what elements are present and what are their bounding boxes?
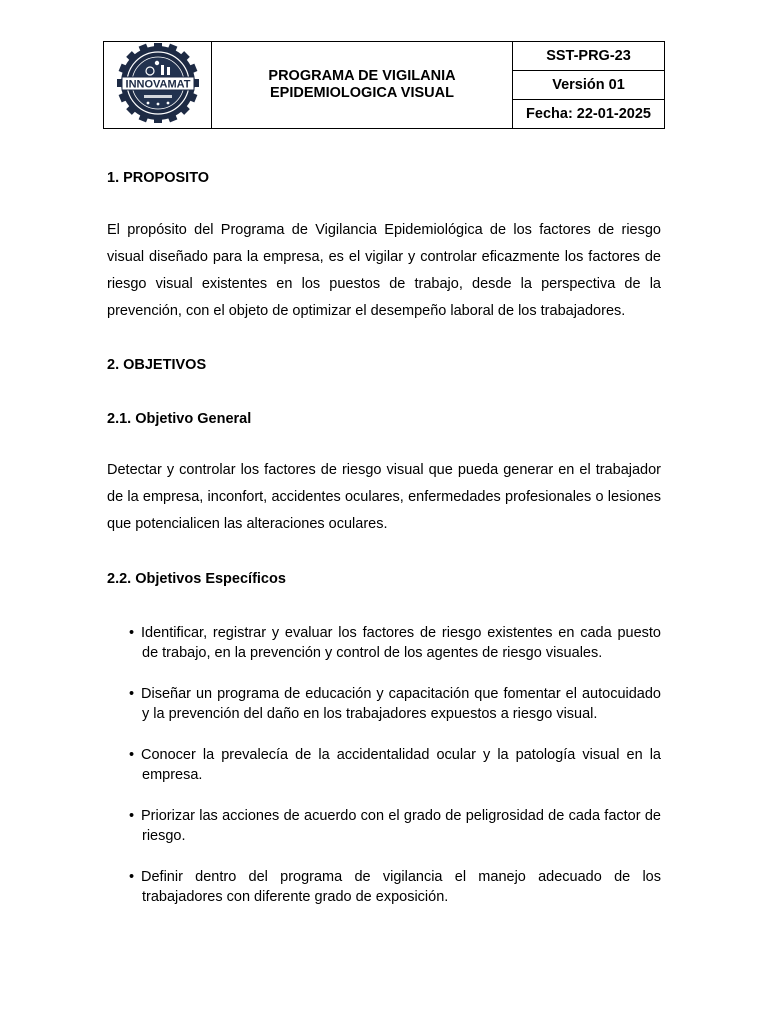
document-date: Fecha: 22-01-2025: [513, 100, 665, 129]
document-version: Versión 01: [513, 71, 665, 100]
bullet-icon: •: [129, 625, 135, 641]
objetivos-especificos-list: [117, 623, 661, 928]
list-item: • Conocer la prevalecía de la accidentalidad ocular y la patología visual en la empresa.: [129, 747, 661, 783]
bullet-icon: •: [129, 808, 135, 824]
innovamat-logo: [115, 43, 201, 123]
list-item: • Diseñar un programa de educación y capacitación que fomentar el autocuidado y la prevención del daño en los trabajadores expuestos a riesgo visual.: [129, 686, 661, 722]
list-item: • Priorizar las acciones de acuerdo con el grado de peligrosidad de cada factor de riesgo.: [129, 808, 661, 844]
section-heading-objetivos: 2. OBJETIVOS: [107, 357, 207, 373]
list-item: • Identificar, registrar y evaluar los factores de riesgo existentes en cada puesto de trabajo, en la prevención y control de los agentes de riesgo visuales.: [129, 625, 661, 661]
section-heading-proposito: 1. PROPOSITO: [107, 170, 210, 186]
document-title-cell: [212, 42, 513, 129]
section-body-objetivo-general: Detectar y controlar los factores de riesgo visual que pueda generar en el trabajador de la empresa, inconfort, accidentes oculares, enfermedades profesionales o lesiones que potencialicen las alteraciones oculares.: [107, 462, 661, 532]
document-code: SST-PRG-23: [513, 42, 665, 71]
document-header-table: [103, 41, 665, 129]
bullet-icon: •: [129, 747, 135, 763]
document-title-line2: EPIDEMIOLOGICA VISUAL: [270, 85, 454, 101]
section-heading-objetivo-general: 2.1. Objetivo General: [107, 411, 252, 427]
bullet-icon: •: [129, 686, 135, 702]
section-body-proposito: El propósito del Programa de Vigilancia Epidemiológica de los factores de riesgo visual diseñado para la empresa, es el vigilar y controlar eficazmente los factores de riesgo visual existentes en los puestos de trabajo, desde la perspectiva de la prevención, con el objeto de optimizar el desempeño laboral de los trabajadores.: [107, 222, 661, 319]
document-title-line1: PROGRAMA DE VIGILANIA: [268, 68, 456, 84]
logo-wordmark: INNOVAMAT: [125, 78, 190, 90]
logo-cell: [104, 42, 212, 129]
section-heading-objetivos-especificos: 2.2. Objetivos Específicos: [107, 571, 286, 587]
list-item: • Definir dentro del programa de vigilancia el manejo adecuado de los trabajadores con diferente grado de exposición.: [129, 869, 661, 905]
bullet-icon: •: [129, 869, 135, 885]
